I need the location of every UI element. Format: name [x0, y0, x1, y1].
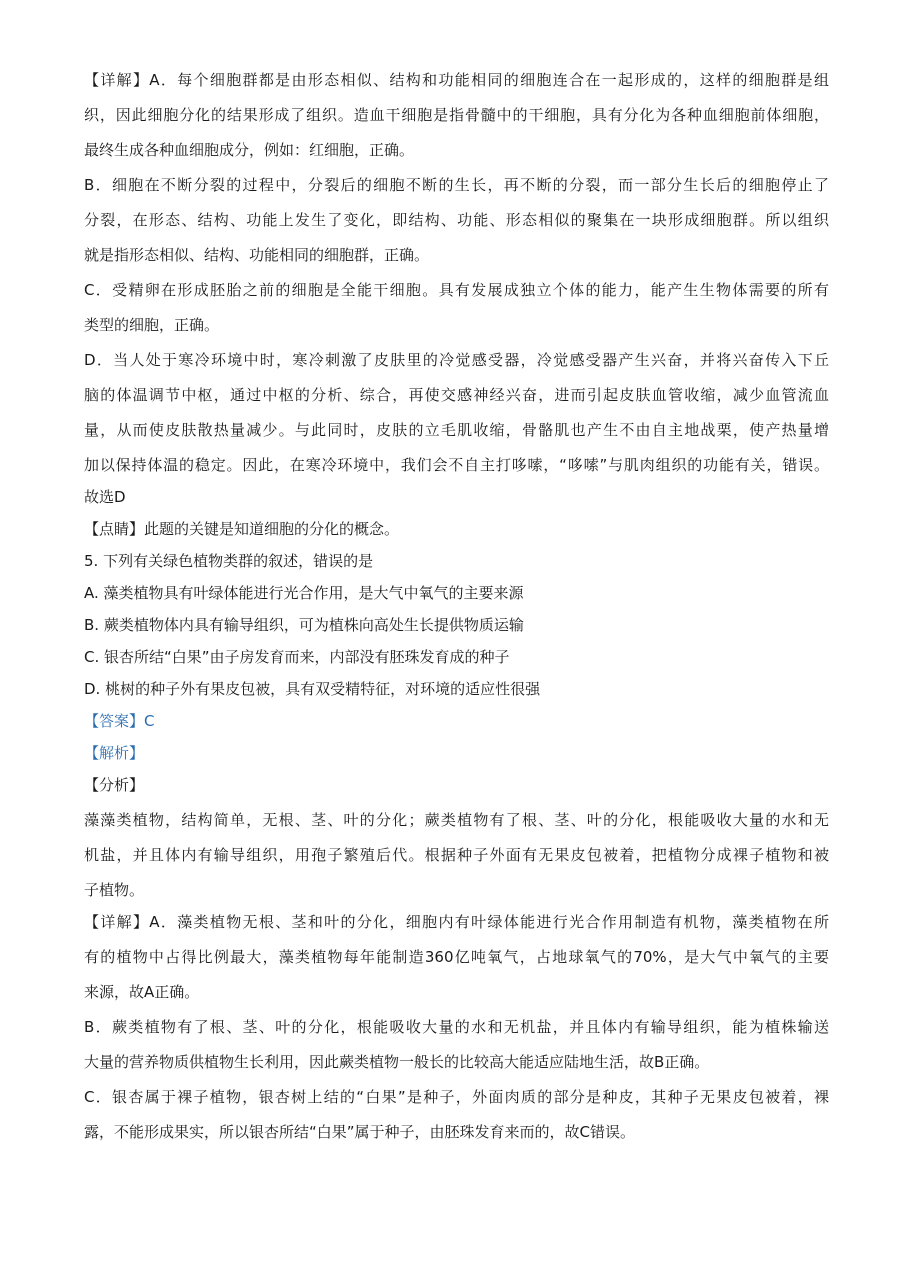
text-line: 加以保持体温的稳定。因此，在寒冷环境中，我们会不自主打哆嗦，“哆嗦”与肌肉组织的功能有关，错误。	[84, 456, 829, 474]
answer-label: 【答案】C	[84, 712, 155, 730]
text-line: 织，因此细胞分化的结果形成了组织。造血干细胞是指骨髓中的干细胞，具有分化为各种血细胞前体细胞，	[84, 106, 829, 124]
text-line: C．受精卵在形成胚胎之前的细胞是全能干细胞。具有发展成独立个体的能力，能产生生物体需要的所有	[84, 281, 829, 299]
text-line: 【详解】A．每个细胞群都是由形态相似、结构和功能相同的细胞连合在一起形成的，这样的细胞群是组	[84, 71, 829, 89]
text-line: 故选D	[84, 488, 126, 506]
text-line: 类型的细胞，正确。	[84, 316, 220, 334]
option-b: B. 蕨类植物体内具有输导组织，可为植株向高处生长提供物质运输	[84, 616, 524, 634]
text-line: 量，从而使皮肤散热量减少。与此同时，皮肤的立毛肌收缩，骨骼肌也产生不由自主地战栗，使产热量增	[84, 421, 829, 439]
text-line: B．蕨类植物有了根、茎、叶的分化，根能吸收大量的水和无机盐，并且体内有输导组织，能为植株输送	[84, 1018, 829, 1036]
text-line: 分裂，在形态、结构、功能上发生了变化，即结构、功能、形态相似的聚集在一块形成细胞群。所以组织	[84, 211, 829, 229]
text-line: 最终生成各种血细胞成分，例如：红细胞，正确。	[84, 141, 415, 159]
text-line: 有的植物中占得比例最大，藻类植物每年能制造360亿吨氧气，占地球氧气的70%，是大气中氧气的主要	[84, 948, 829, 966]
document-page	[84, 70, 829, 1157]
fenxi-label: 【分析】	[84, 776, 145, 794]
text-line: 脑的体温调节中枢，通过中枢的分析、综合，再使交感神经兴奋，进而引起皮肤血管收缩，减少血管流血	[84, 386, 829, 404]
text-line: 藻藻类植物，结构简单，无根、茎、叶的分化；蕨类植物有了根、茎、叶的分化，根能吸收大量的水和无	[84, 811, 829, 829]
option-d: D. 桃树的种子外有果皮包被，具有双受精特征，对环境的适应性很强	[84, 680, 541, 698]
text-line: 【详解】A．藻类植物无根、茎和叶的分化，细胞内有叶绿体能进行光合作用制造有机物，藻类植物在所	[84, 913, 829, 931]
text-line: 大量的营养物质供植物生长利用，因此蕨类植物一般长的比较高大能适应陆地生活，故B正确。	[84, 1053, 710, 1071]
text-line: 来源，故A正确。	[84, 983, 200, 1001]
text-line: 子植物。	[84, 881, 145, 899]
analysis-label: 【解析】	[84, 744, 145, 762]
question-stem: 5. 下列有关绿色植物类群的叙述，错误的是	[84, 552, 374, 570]
text-line: 就是指形态相似、结构、功能相同的细胞群，正确。	[84, 246, 430, 264]
text-line: D．当人处于寒冷环境中时，寒冷刺激了皮肤里的冷觉感受器，冷觉感受器产生兴奋，并将兴奋传入下丘	[84, 351, 829, 369]
option-a: A. 藻类植物具有叶绿体能进行光合作用，是大气中氧气的主要来源	[84, 584, 524, 602]
point-line: 【点睛】此题的关键是知道细胞的分化的概念。	[84, 520, 400, 538]
text-line: 机盐，并且体内有输导组织，用孢子繁殖后代。根据种子外面有无果皮包被着，把植物分成裸子植物和被	[84, 846, 829, 864]
text-line: 露，不能形成果实，所以银杏所结“白果”属于种子，由胚珠发育来而的，故C错误。	[84, 1123, 636, 1141]
text-line: C．银杏属于裸子植物，银杏树上结的“白果”是种子，外面肉质的部分是种皮，其种子无果皮包被着，裸	[84, 1088, 829, 1106]
text-line: B．细胞在不断分裂的过程中，分裂后的细胞不断的生长，再不断的分裂，而一部分生长后的细胞停止了	[84, 176, 829, 194]
option-c: C. 银杏所结“白果”由子房发育而来，内部没有胚珠发育成的种子	[84, 648, 510, 666]
